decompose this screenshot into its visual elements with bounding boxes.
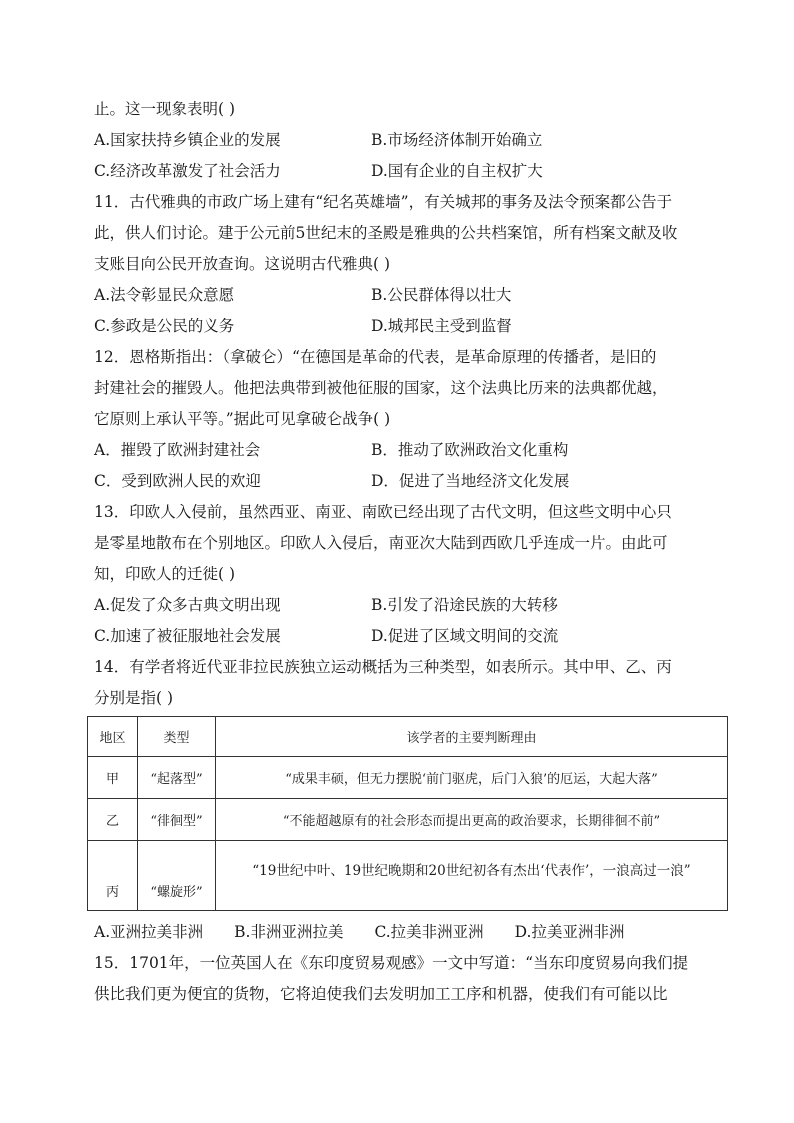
q14-stem-line-2: 分别是指( ) [94, 689, 174, 707]
table-cell-region: 乙 [88, 799, 138, 841]
q10-option-c[interactable]: C.经济改革激发了社会活力 [94, 162, 281, 180]
q10-option-b[interactable]: B.市场经济体制开始确立 [371, 131, 543, 149]
q12-option-a[interactable]: A．摧毁了欧洲封建社会 [94, 441, 261, 459]
q11-stem-line-1: 11．古代雅典的市政广场上建有“纪名英雄墙”，有关城邦的事务及法令预案都公告于 [94, 193, 673, 211]
q12-option-b[interactable]: B．推动了欧洲政治文化重构 [371, 441, 569, 459]
q11-option-d[interactable]: D.城邦民主受到监督 [371, 317, 512, 335]
q14-table [87, 716, 728, 911]
q11-option-c[interactable]: C.参政是公民的义务 [94, 317, 235, 335]
q10-option-d[interactable]: D.国有企业的自主权扩大 [371, 162, 543, 180]
q13-stem-line-1: 13．印欧人入侵前，虽然西亚、南亚、南欧已经出现了古代文明，但这些文明中心只 [94, 503, 672, 521]
q10-stem-tail: 止。这一现象表明( ) [94, 100, 236, 118]
table-cell-region: 丙 [88, 841, 138, 911]
table-cell-reason: “19世纪中叶、19世纪晚期和20世纪初各有杰出‘代表作’，一浪高过一浪” [216, 841, 728, 911]
table-cell-reason: “成果丰硕，但无力摆脱‘前门驱虎，后门入狼’的厄运，大起大落” [216, 757, 728, 799]
q15-stem-line-1: 15．1701年，一位英国人在《东印度贸易观感》一文中写道：“当东印度贸易向我们提 [94, 954, 689, 972]
q12-stem-line-3: 它原则上承认平等。”据此可见拿破仑战争( ) [94, 410, 391, 428]
q11-stem-line-3: 支账目向公民开放查询。这说明古代雅典( ) [94, 255, 391, 273]
table-header-row [88, 717, 728, 757]
q14-stem-line-1: 14．有学者将近代亚非拉民族独立运动概括为三种类型，如表所示。其中甲、乙、丙 [94, 658, 672, 676]
table-row [88, 841, 728, 911]
q11-stem-line-2: 此，供人们讨论。建于公元前5世纪末的圣殿是雅典的公共档案馆，所有档案文献及收 [94, 224, 678, 242]
q13-stem-line-3: 知，印欧人的迁徙( ) [94, 565, 236, 583]
q13-option-d[interactable]: D.促进了区域文明间的交流 [371, 627, 559, 645]
table-header-cell: 类型 [138, 717, 216, 757]
table-header-cell: 地区 [88, 717, 138, 757]
table-row [88, 757, 728, 799]
table-cell-type: “起落型” [138, 757, 216, 799]
q11-option-b[interactable]: B.公民群体得以壮大 [371, 286, 512, 304]
table-cell-type: “徘徊型” [138, 799, 216, 841]
table-row [88, 799, 728, 841]
table-cell-region: 甲 [88, 757, 138, 799]
table-header-cell: 该学者的主要判断理由 [216, 717, 728, 757]
q13-stem-line-2: 是零星地散布在个别地区。印欧人入侵后，南亚次大陆到西欧几乎连成一片。由此可 [94, 534, 668, 552]
q12-option-c[interactable]: C．受到欧洲人民的欢迎 [94, 472, 261, 490]
q13-option-c[interactable]: C.加速了被征服地社会发展 [94, 627, 281, 645]
q14-options-line[interactable]: A.亚洲拉美非洲 B.非洲亚洲拉美 C.拉美非洲亚洲 D.拉美亚洲非洲 [94, 923, 625, 941]
q12-stem-line-2: 封建社会的摧毁人。他把法典带到被他征服的国家，这个法典比历来的法典都优越， [94, 379, 668, 397]
q13-option-b[interactable]: B.引发了沿途民族的大转移 [371, 596, 558, 614]
q12-stem-line-1: 12．恩格斯指出：（拿破仑）“在德国是革命的代表，是革命原理的传播者，是旧的 [94, 348, 657, 366]
q15-stem-line-2: 供比我们更为便宜的货物，它将迫使我们去发明加工工序和机器，使我们有可能以比 [94, 985, 668, 1003]
q13-option-a[interactable]: A.促发了众多古典文明出现 [94, 596, 281, 614]
q10-option-a[interactable]: A.国家扶持乡镇企业的发展 [94, 131, 281, 149]
q11-option-a[interactable]: A.法令彰显民众意愿 [94, 286, 235, 304]
table-cell-type: “螺旋形” [138, 841, 216, 911]
q12-option-d[interactable]: D．促进了当地经济文化发展 [371, 472, 570, 490]
table-cell-reason: “不能超越原有的社会形态而提出更高的政治要求，长期徘徊不前” [216, 799, 728, 841]
